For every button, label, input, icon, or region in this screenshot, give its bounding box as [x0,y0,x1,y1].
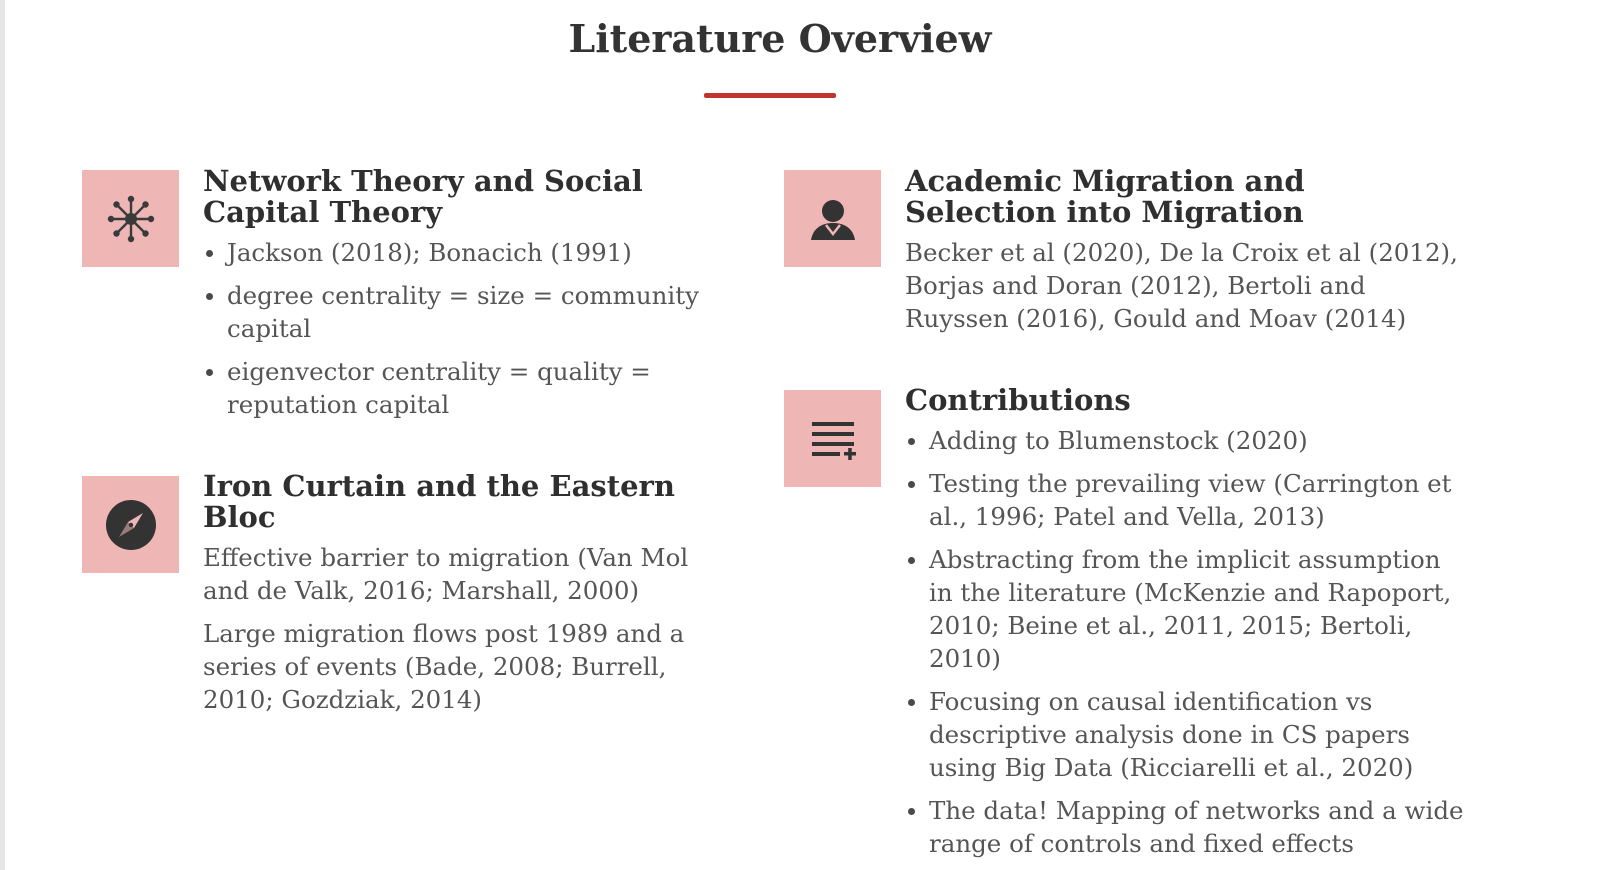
network-icon-box [82,170,179,267]
network-bullet: degree centrality = size = community capital [203,279,743,345]
iron-curtain-paragraph: Effective barrier to migration (Van Mol and de Valk, 2016; Marshall, 2000) [203,543,689,605]
contributions-icon-box [784,390,881,487]
iron-curtain-paragraph: Large migration flows post 1989 and a series of events (Bade, 2008; Burrell, 2010; Gozdziak, 2014) [203,619,685,714]
network-hub-icon [104,192,158,246]
academic-paragraph: Becker et al (2020), De la Croix et al (2012), Borjas and Doran (2012), Bertoli and Ruyssen (2016), Gould and Moav (2014) [905,238,1458,333]
section-title-network: Network Theory and Social Capital Theory [203,164,643,229]
contribution-bullet: Testing the prevailing view (Carrington et al., 1996; Patel and Vella, 2013) [905,467,1465,533]
title-underline [704,93,836,98]
section-academic-migration [905,166,1465,345]
contribution-bullet: Adding to Blumenstock (2020) [905,424,1465,457]
section-iron-curtain [203,471,733,726]
section-contributions [905,383,1465,858]
network-bullet: Jackson (2018); Bonacich (1991) [203,236,743,269]
section-network-theory [203,166,743,431]
contributions-bullet-list [905,424,1465,860]
network-bullet-list [203,236,743,421]
iron-curtain-icon-box [82,476,179,573]
list-add-icon [806,412,860,466]
section-title-academic: Academic Migration and Selection into Migration [905,164,1305,229]
section-title-iron-curtain: Iron Curtain and the Eastern Bloc [203,469,675,534]
person-icon [806,192,860,246]
academic-icon-box [784,170,881,267]
network-bullet: eigenvector centrality = quality = reputation capital [203,355,743,421]
contribution-bullet: Abstracting from the implicit assumption in the literature (McKenzie and Rapoport, 2010; Beine et al., 2011, 2015; Bertoli, 2010) [905,543,1465,675]
section-title-contributions: Contributions [905,383,1131,417]
slide-title: Literature Overview [568,16,992,61]
left-edge-divider [0,0,5,870]
compass-icon [104,498,158,552]
contribution-bullet: Focusing on causal identification vs descriptive analysis done in CS papers using Big Data (Ricciarelli et al., 2020) [905,685,1465,784]
contribution-bullet: The data! Mapping of networks and a wide range of controls and fixed effects [905,794,1465,860]
